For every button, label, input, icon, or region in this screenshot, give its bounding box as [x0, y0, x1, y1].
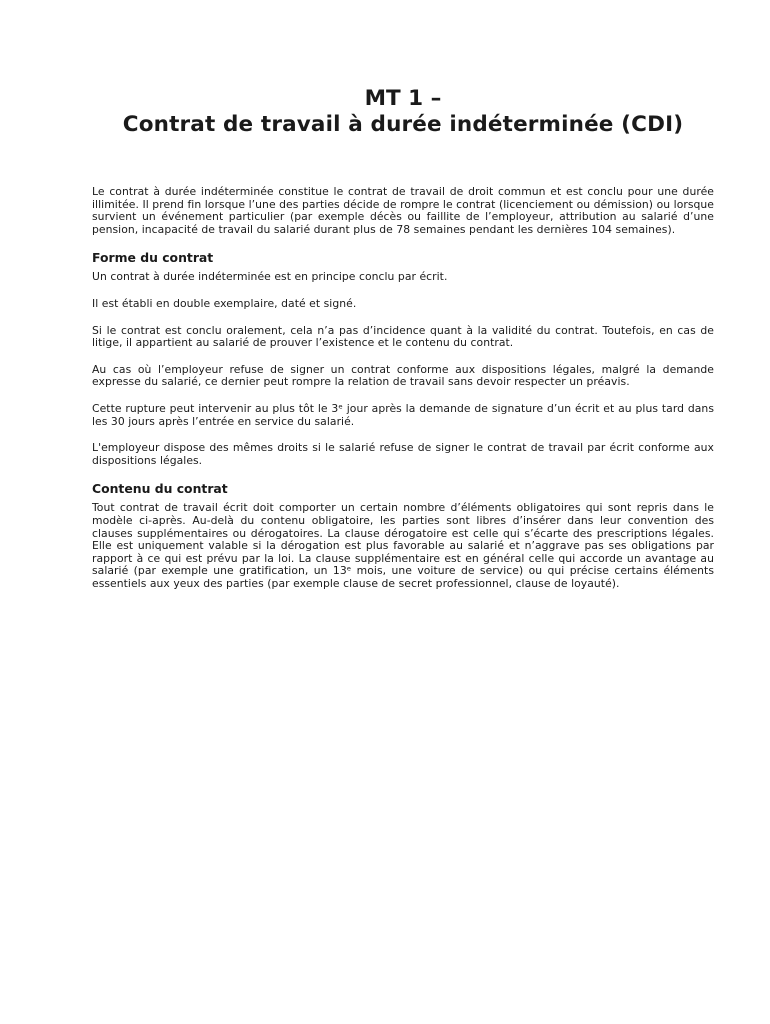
paragraph: Il est établi en double exemplaire, daté et signé. — [92, 296, 357, 310]
section-heading: Contenu du contrat — [92, 481, 228, 497]
paragraph: L'employeur dispose des mêmes droits si le salarié refuse de signer le contrat de travail par écrit conforme aux dispositions légales. — [92, 441, 714, 467]
intro-paragraph: Le contrat à durée indéterminée constitue le contrat de travail de droit commun et est conclu pour une durée illimitée. Il prend fin lorsque l’une des parties décide de rompre le contrat (licenciement ou démission) ou lorsque survient un événement particulier (par exemple décès ou faillite de l’employeur, attribution au salarié d’une pension, incapacité de travail du salarié durant plus de 78 semaines pendant les dernières 104 semaines). — [92, 185, 714, 236]
title-line-1: MT 1 – — [364, 86, 442, 111]
section-contenu-du-contrat — [92, 481, 714, 590]
section-forme-du-contrat — [92, 250, 714, 467]
paragraph: Cette rupture peut intervenir au plus tôt le 3ᵉ jour après la demande de signature d’un écrit et au plus tard dans les 30 jours après l’entrée en service du salarié. — [92, 401, 714, 428]
title-line-2: Contrat de travail à durée indéterminée (CDI) — [122, 112, 684, 137]
document-page — [92, 86, 714, 590]
paragraph: Si le contrat est conclu oralement, cela n’a pas d’incidence quant à la validité du contrat. Toutefois, en cas de litige, il appartient au salarié de prouver l’existence et le contenu du contrat. — [92, 323, 714, 350]
paragraph: Au cas où l’employeur refuse de signer un contrat conforme aux dispositions légales, malgré la demande expresse du salarié, ce dernier peut rompre la relation de travail sans devoir respecter un préavis. — [92, 362, 714, 389]
paragraph: Tout contrat de travail écrit doit comporter un certain nombre d’éléments obligatoires qui sont repris dans le modèle ci-après. Au-delà du contenu obligatoire, les parties sont libres d’insérer dans leur convention des clauses supplémentaires ou dérogatoires. La clause dérogatoire est celle qui s’écarte des prescriptions légales. Elle est uniquement valable si la dérogation est plus favorable au salarié et n’aggrave pas ses obligations par rapport à ce qui est prévu par la loi. La clause supplémentaire est en général celle qui accorde un avantage au salarié (par exemple une gratification, un 13ᵉ mois, une voiture de service) ou qui précise certains éléments essentiels aux yeux des parties (par exemple clause de secret professionnel, clause de loyauté). — [92, 501, 714, 590]
document-title — [92, 86, 714, 138]
section-heading: Forme du contrat — [92, 250, 214, 266]
paragraph: Un contrat à durée indéterminée est en principe conclu par écrit. — [92, 270, 448, 284]
